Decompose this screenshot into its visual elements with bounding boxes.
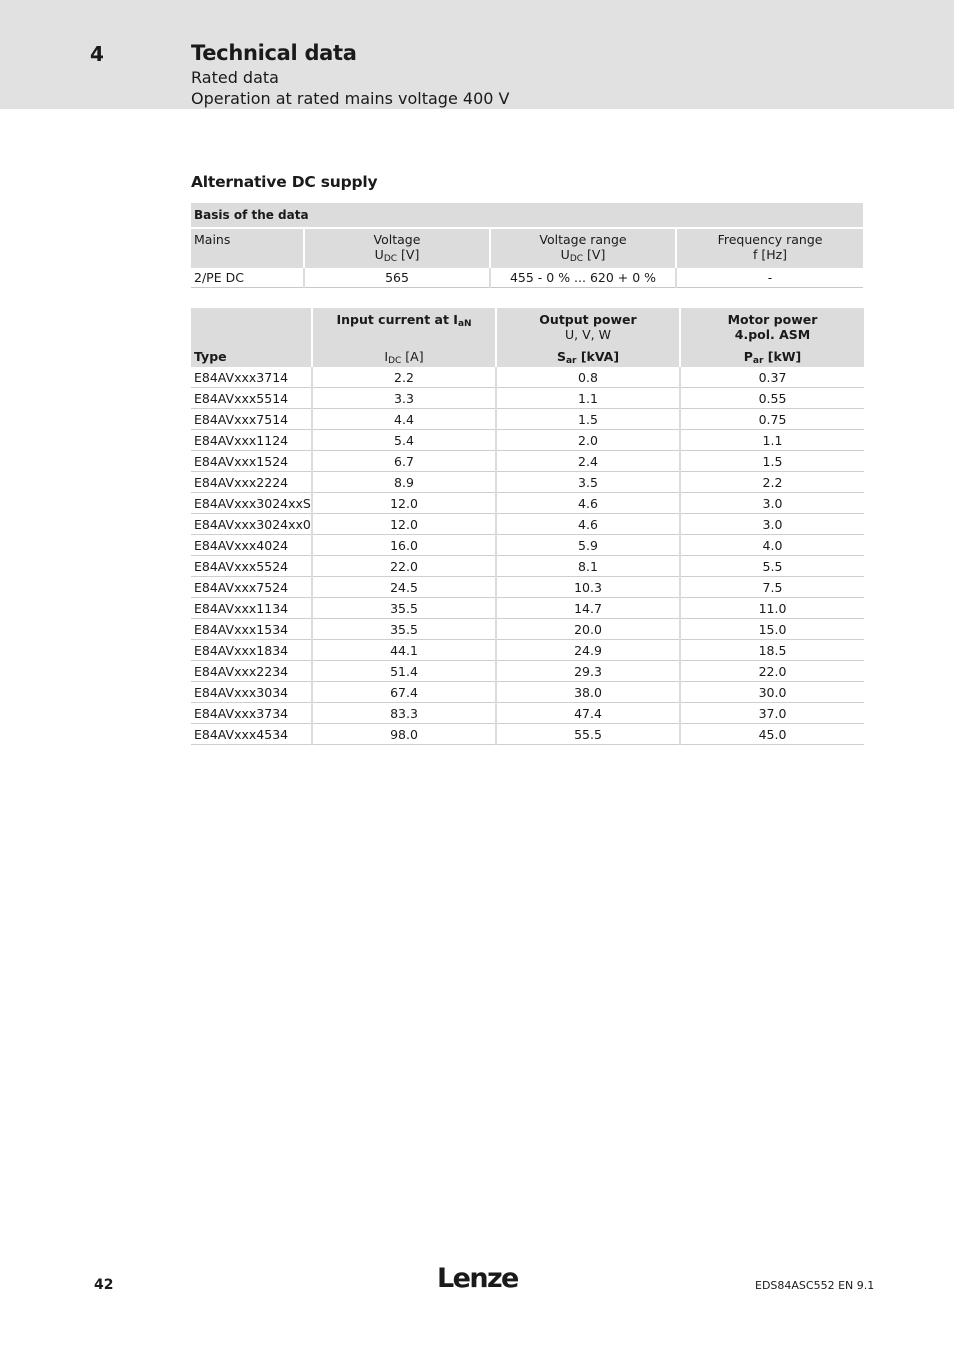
basis-header-unit: U <box>374 247 384 262</box>
value-cell: 38.0 <box>496 682 680 703</box>
value-cell: 2.4 <box>496 451 680 472</box>
type-cell: E84AVxxx3714 <box>191 367 312 388</box>
output-power-title: Output power <box>539 312 637 327</box>
value-cell: 14.7 <box>496 598 680 619</box>
table-row <box>191 661 864 682</box>
type-cell: E84AVxxx1834 <box>191 640 312 661</box>
value-cell: 5.4 <box>312 430 496 451</box>
input-current-title-sub: aN <box>457 319 472 329</box>
type-cell: E84AVxxx1124 <box>191 430 312 451</box>
value-cell: 47.4 <box>496 703 680 724</box>
basis-header-label: Frequency range <box>717 232 823 247</box>
value-cell: 51.4 <box>312 661 496 682</box>
table-row <box>191 640 864 661</box>
value-cell: 35.5 <box>312 598 496 619</box>
value-cell: 0.55 <box>680 388 864 409</box>
rated-data-table <box>191 308 864 745</box>
type-cell: E84AVxxx7514 <box>191 409 312 430</box>
basis-header-unit-rest: [V] <box>397 247 420 262</box>
value-cell: 98.0 <box>312 724 496 745</box>
value-cell: 5.5 <box>680 556 864 577</box>
value-cell: 12.0 <box>312 514 496 535</box>
table-row <box>191 514 864 535</box>
value-cell: 35.5 <box>312 619 496 640</box>
chapter-title: Technical data <box>191 41 357 65</box>
value-cell: 0.75 <box>680 409 864 430</box>
basis-cell: 2/PE DC <box>191 268 304 288</box>
output-power-unit: S <box>556 349 566 364</box>
table-row <box>191 367 864 388</box>
basis-cell: - <box>676 268 863 288</box>
subtitle-rated-data: Rated data <box>191 68 279 87</box>
lenze-logo: Lenze <box>437 1263 518 1294</box>
value-cell: 6.7 <box>312 451 496 472</box>
value-cell: 5.9 <box>496 535 680 556</box>
type-cell: E84AVxxx4024 <box>191 535 312 556</box>
type-cell: E84AVxxx5514 <box>191 388 312 409</box>
input-current-header <box>312 308 496 367</box>
motor-power-title-2: 4.pol. ASM <box>734 327 811 342</box>
value-cell: 18.5 <box>680 640 864 661</box>
value-cell: 24.5 <box>312 577 496 598</box>
value-cell: 1.1 <box>496 388 680 409</box>
basis-header-unit-rest: [V] <box>583 247 606 262</box>
motor-power-unit: P <box>743 349 753 364</box>
basis-cell: 455 - 0 % ... 620 + 0 % <box>490 268 676 288</box>
basis-header-2 <box>490 228 676 268</box>
value-cell: 4.6 <box>496 493 680 514</box>
input-current-title: Input current at I <box>336 312 458 327</box>
value-cell: 1.5 <box>496 409 680 430</box>
subtitle-operation: Operation at rated mains voltage 400 V <box>191 89 510 108</box>
motor-power-header <box>680 308 864 367</box>
table-row <box>191 388 864 409</box>
type-header <box>191 308 312 367</box>
value-cell: 1.1 <box>680 430 864 451</box>
value-cell: 20.0 <box>496 619 680 640</box>
value-cell: 11.0 <box>680 598 864 619</box>
motor-power-title: Motor power <box>727 312 818 327</box>
table-row <box>191 724 864 745</box>
basis-header-unit-sub: DC <box>569 254 584 264</box>
value-cell: 2.2 <box>680 472 864 493</box>
value-cell: 37.0 <box>680 703 864 724</box>
type-cell: E84AVxxx2234 <box>191 661 312 682</box>
basis-header-unit: f [Hz] <box>752 247 788 262</box>
document-id: EDS84ASC552 EN 9.1 <box>755 1279 875 1292</box>
type-cell: E84AVxxx3024xxS <box>191 493 312 514</box>
table-row <box>191 409 864 430</box>
value-cell: 29.3 <box>496 661 680 682</box>
value-cell: 3.5 <box>496 472 680 493</box>
table-row <box>191 619 864 640</box>
table-row <box>191 703 864 724</box>
basis-cell: 565 <box>304 268 490 288</box>
value-cell: 4.4 <box>312 409 496 430</box>
table-row <box>191 535 864 556</box>
value-cell: 3.0 <box>680 514 864 535</box>
value-cell: 67.4 <box>312 682 496 703</box>
output-power-unit-rest: [kVA] <box>576 349 620 364</box>
value-cell: 55.5 <box>496 724 680 745</box>
value-cell: 45.0 <box>680 724 864 745</box>
value-cell: 30.0 <box>680 682 864 703</box>
basis-header-label: Voltage range <box>539 232 627 247</box>
type-cell: E84AVxxx2224 <box>191 472 312 493</box>
value-cell: 22.0 <box>312 556 496 577</box>
value-cell: 0.8 <box>496 367 680 388</box>
value-cell: 7.5 <box>680 577 864 598</box>
input-current-unit-rest: [A] <box>401 349 424 364</box>
basis-table-title: Basis of the data <box>191 203 863 228</box>
motor-power-unit-sub: ar <box>752 356 764 366</box>
table-row <box>191 598 864 619</box>
input-current-unit: I <box>384 349 389 364</box>
table-row <box>191 682 864 703</box>
value-cell: 4.0 <box>680 535 864 556</box>
value-cell: 3.0 <box>680 493 864 514</box>
motor-power-unit-rest: [kW] <box>763 349 802 364</box>
basis-header-1 <box>304 228 490 268</box>
output-power-title-2: U, V, W <box>565 327 611 342</box>
basis-header-unit: U <box>560 247 570 262</box>
type-cell: E84AVxxx4534 <box>191 724 312 745</box>
value-cell: 4.6 <box>496 514 680 535</box>
value-cell: 12.0 <box>312 493 496 514</box>
type-cell: E84AVxxx3734 <box>191 703 312 724</box>
value-cell: 8.1 <box>496 556 680 577</box>
basis-header-0 <box>191 228 304 268</box>
value-cell: 44.1 <box>312 640 496 661</box>
type-cell: E84AVxxx7524 <box>191 577 312 598</box>
basis-header-label: Voltage <box>373 232 421 247</box>
value-cell: 10.3 <box>496 577 680 598</box>
table-row <box>191 556 864 577</box>
basis-header-3 <box>676 228 863 268</box>
type-cell: E84AVxxx1524 <box>191 451 312 472</box>
page-number: 42 <box>94 1277 114 1293</box>
input-current-unit-sub: DC <box>388 356 402 366</box>
basis-data-table <box>191 203 863 288</box>
type-cell: E84AVxxx3024xx0 <box>191 514 312 535</box>
value-cell: 22.0 <box>680 661 864 682</box>
value-cell: 83.3 <box>312 703 496 724</box>
table-row <box>191 493 864 514</box>
output-power-unit-sub: ar <box>565 356 577 366</box>
table-row <box>191 430 864 451</box>
table-row <box>191 577 864 598</box>
chapter-number: 4 <box>90 42 104 66</box>
output-power-header <box>496 308 680 367</box>
value-cell: 8.9 <box>312 472 496 493</box>
value-cell: 15.0 <box>680 619 864 640</box>
type-cell: E84AVxxx1534 <box>191 619 312 640</box>
basis-header-label: Mains <box>194 232 231 247</box>
basis-header-unit-sub: DC <box>383 254 398 264</box>
type-cell: E84AVxxx1134 <box>191 598 312 619</box>
table-row <box>191 451 864 472</box>
section-heading: Alternative DC supply <box>191 173 378 191</box>
type-cell: E84AVxxx5524 <box>191 556 312 577</box>
type-header-label: Type <box>194 349 227 364</box>
value-cell: 24.9 <box>496 640 680 661</box>
type-cell: E84AVxxx3034 <box>191 682 312 703</box>
value-cell: 2.0 <box>496 430 680 451</box>
value-cell: 3.3 <box>312 388 496 409</box>
table-row <box>191 472 864 493</box>
value-cell: 16.0 <box>312 535 496 556</box>
value-cell: 2.2 <box>312 367 496 388</box>
value-cell: 0.37 <box>680 367 864 388</box>
value-cell: 1.5 <box>680 451 864 472</box>
